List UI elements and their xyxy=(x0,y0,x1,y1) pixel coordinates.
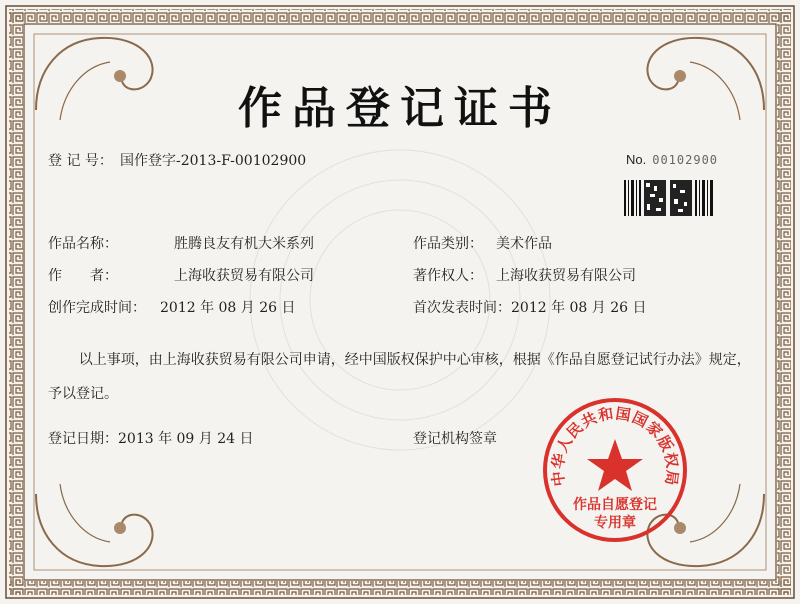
serial-number xyxy=(626,152,718,167)
work-name-label: 作品名称： xyxy=(48,236,118,252)
serial-label: No. xyxy=(626,152,647,167)
statement-paragraph: 以上事项，由上海收获贸易有限公司申请，经中国版权保护中心审核，根据《作品自愿登记试行办法》规定，予以登记。 xyxy=(48,352,751,402)
registration-date-label: 登记日期： xyxy=(48,431,118,447)
work-name: 胜腾良友有机大米系列 xyxy=(174,236,314,252)
completion-date-label: 创作完成时间： xyxy=(48,300,146,316)
publication-date: 2012 年 08 月 26 日 xyxy=(511,300,647,316)
author-label: 作 者： xyxy=(48,268,118,284)
seal-line-2: 专用章 xyxy=(594,515,636,531)
completion-date: 2012 年 08 月 26 日 xyxy=(160,300,296,316)
registration-no-label: 登 记 号： xyxy=(48,153,113,169)
author: 上海收获贸易有限公司 xyxy=(174,268,314,284)
copyright-owner: 上海收获贸易有限公司 xyxy=(496,268,636,284)
copyright-owner-label: 著作权人： xyxy=(413,268,483,284)
work-type-label: 作品类别： xyxy=(413,236,483,252)
registration-no: 国作登字-2013-F-00102900 xyxy=(120,153,307,169)
registration-date: 2013 年 09 月 24 日 xyxy=(118,431,254,447)
official-seal xyxy=(540,395,690,545)
publication-date-label: 首次发表时间： xyxy=(413,300,511,316)
seal-ring-text: 中华人民共和国国家版权局 xyxy=(548,404,682,488)
serial-value: 00102900 xyxy=(652,153,719,167)
certificate-title: 作品登记证书 xyxy=(238,83,562,134)
work-type: 美术作品 xyxy=(496,236,552,252)
seal-line-1: 作品自愿登记 xyxy=(573,497,657,513)
signature-label: 登记机构签章 xyxy=(413,431,497,447)
star-icon xyxy=(587,439,643,491)
barcode xyxy=(624,180,714,216)
